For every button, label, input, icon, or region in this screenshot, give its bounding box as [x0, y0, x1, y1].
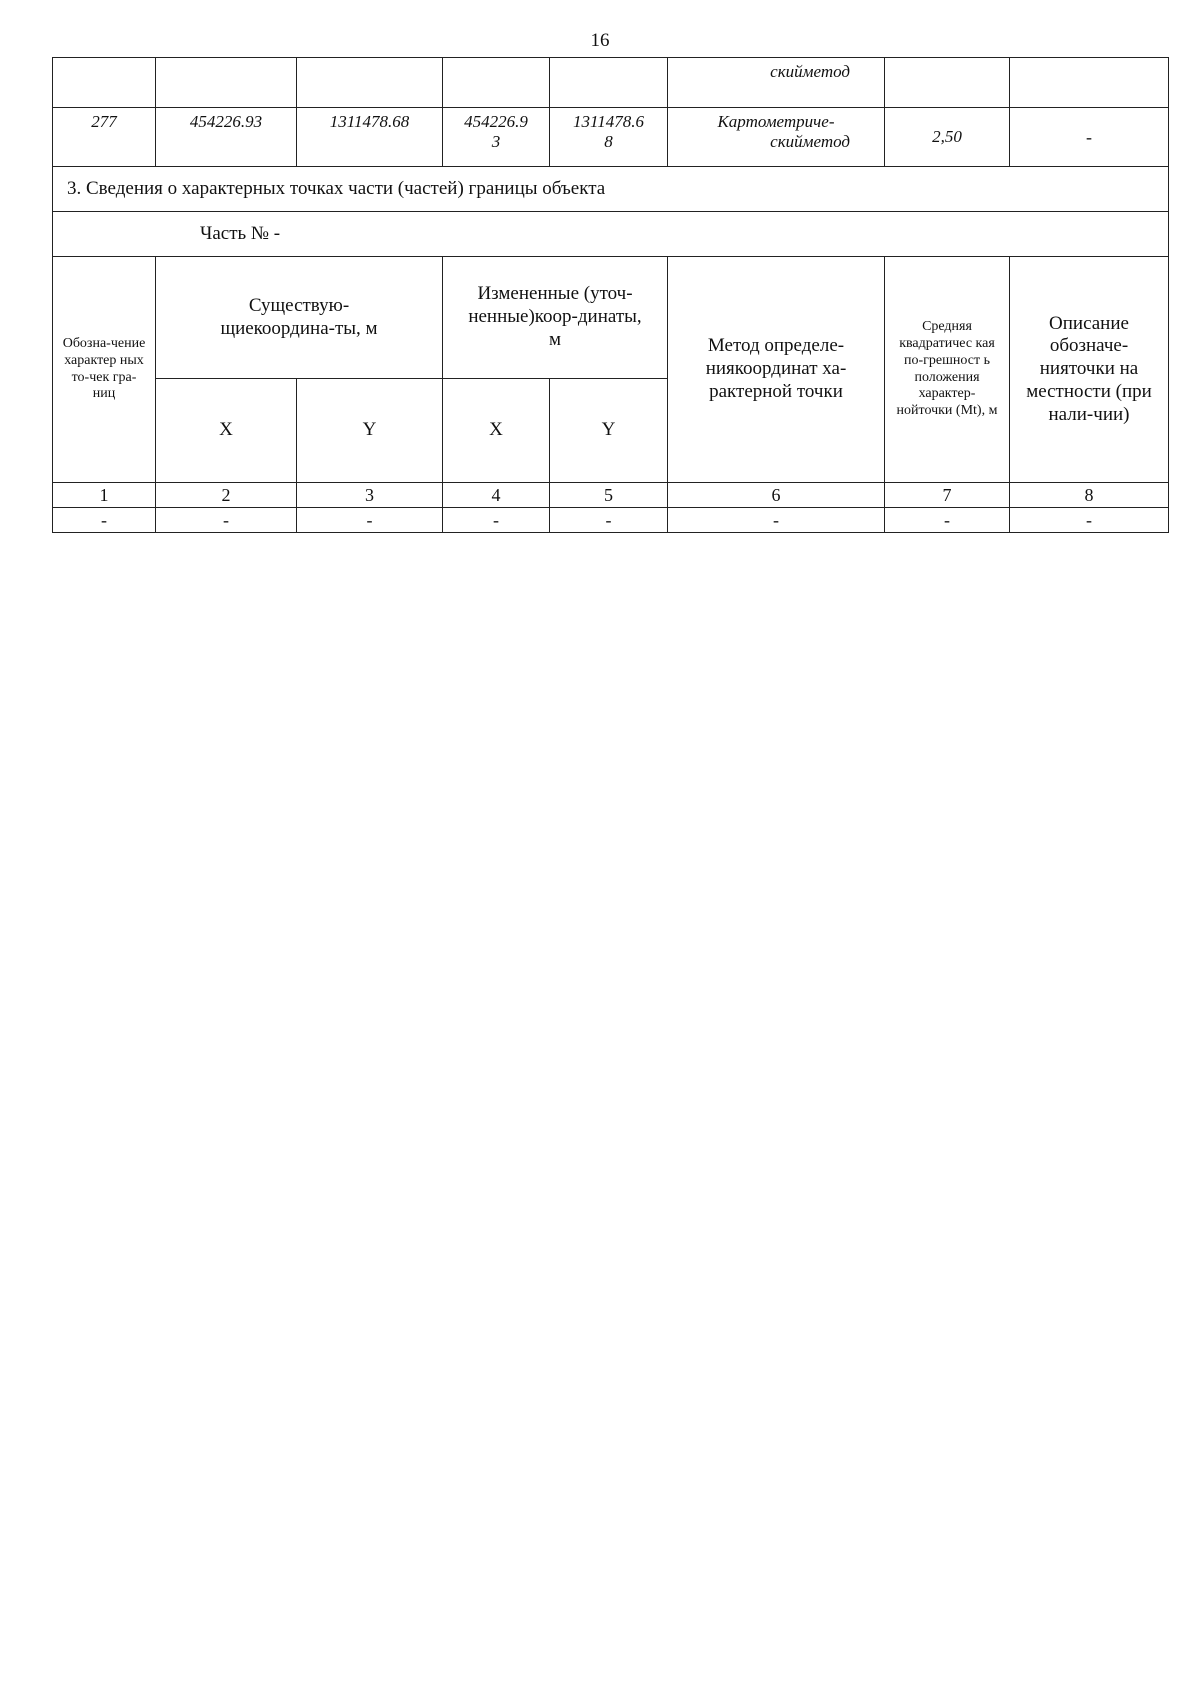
header-y-existing: Y — [297, 379, 443, 483]
continued-method-cell — [668, 58, 885, 108]
point-cell: 277 — [53, 108, 156, 167]
column-number: 6 — [668, 483, 885, 508]
x-changed-line1: 454226.9 — [464, 112, 528, 131]
mt-cell: 2,50 — [885, 108, 1010, 167]
header-x-existing: X — [156, 379, 297, 483]
method-line1: Картометриче- — [717, 112, 835, 131]
empty-cell: - — [156, 508, 297, 533]
y-changed-cell — [550, 108, 668, 167]
x-existing-cell: 454226.93 — [156, 108, 297, 167]
table-row-empty — [53, 508, 1169, 533]
continued-cell-1 — [53, 58, 156, 108]
empty-cell: - — [53, 508, 156, 533]
section-title: 3. Сведения о характерных точках части (частей) границы объекта — [53, 167, 1169, 212]
continued-cell-2 — [156, 58, 297, 108]
continued-method-text: скийметод — [770, 62, 850, 81]
column-numbers-row — [53, 483, 1169, 508]
part-number: Часть № - — [53, 212, 1169, 257]
y-existing-cell: 1311478.68 — [297, 108, 443, 167]
empty-cell: - — [550, 508, 668, 533]
y-changed-line1: 1311478.6 — [573, 112, 644, 131]
header-row-1 — [53, 257, 1169, 379]
header-existing-coords: Существую-щиекоордина-ты, м — [156, 257, 443, 379]
column-number: 2 — [156, 483, 297, 508]
continued-cell-4 — [443, 58, 550, 108]
header-mt: Средняя квадратичес кая по-грешност ь положения характер-нойточки (Mt), м — [885, 257, 1010, 483]
column-number: 4 — [443, 483, 550, 508]
header-point-designation: Обозна-чение характер ных то-чек гра-ниц — [53, 257, 156, 483]
empty-cell: - — [297, 508, 443, 533]
section-title-row — [53, 167, 1169, 212]
header-description: Описание обозначе-нияточки на местности (при нали-чии) — [1010, 257, 1169, 483]
continued-cell-3 — [297, 58, 443, 108]
empty-cell: - — [668, 508, 885, 533]
header-method: Метод определе-ниякоординат ха-рактерной точки — [668, 257, 885, 483]
continued-cell-5 — [550, 58, 668, 108]
method-line2: скийметод — [770, 131, 850, 151]
empty-cell: - — [885, 508, 1010, 533]
header-x-changed: X — [443, 379, 550, 483]
empty-cell: - — [443, 508, 550, 533]
continued-cell-7 — [885, 58, 1010, 108]
empty-cell: - — [1010, 508, 1169, 533]
column-number: 3 — [297, 483, 443, 508]
x-changed-cell — [443, 108, 550, 167]
continued-row — [53, 58, 1169, 108]
x-changed-line2: 3 — [491, 131, 501, 151]
column-number: 8 — [1010, 483, 1169, 508]
y-changed-line2: 8 — [604, 131, 613, 151]
coordinates-table — [52, 57, 1169, 533]
header-changed-coords: Измененные (уточ-ненные)коор-динаты, м — [443, 257, 668, 379]
page-number: 16 — [590, 30, 610, 51]
description-cell: - — [1010, 108, 1169, 167]
column-number: 1 — [53, 483, 156, 508]
part-row — [53, 212, 1169, 257]
table-row-277 — [53, 108, 1169, 167]
header-y-changed: Y — [550, 379, 668, 483]
column-number: 5 — [550, 483, 668, 508]
continued-cell-8 — [1010, 58, 1169, 108]
method-cell — [668, 108, 885, 167]
column-number: 7 — [885, 483, 1010, 508]
